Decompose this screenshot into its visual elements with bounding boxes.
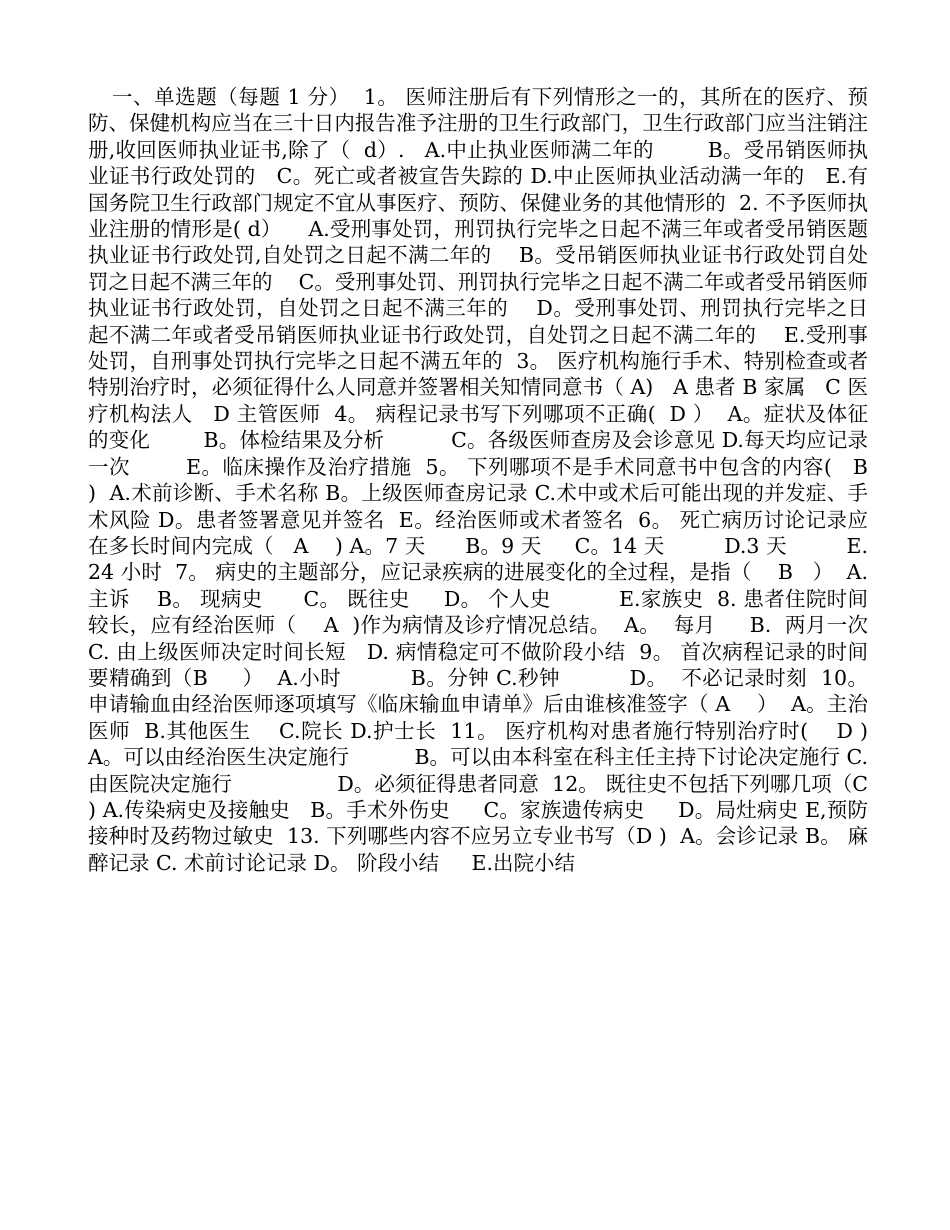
document-page: [88, 84, 895, 876]
question-text-body: 一、单选题（每题 1 分） 1。 医师注册后有下列情形之一的，其所在的医疗、预防、保健机构应当在三十日内报告准予注册的卫生行政部门，卫生行政部门应当注销注册,收回医师执业证书,除了（ d）. A.中止执业医师满二年的 B。受吊销医师执业证书行政处罚的 C。死亡或者被宣告失踪的 D.中止医师执业活动满一年的 E.有国务院卫生行政部门规定不宜从事医疗、预防、保健业务的其他情形的 2. 不予医师执业注册的情形是( d） A.受刑事处罚，刑罚执行完毕之日起不满三年或者受吊销医题执业证书行政处罚,自处罚之日起不满二年的 B。受吊销医师执业证书行政处罚自处罚之日起不满三年的 C。受刑事处罚、刑罚执行完毕之日起不满二年或者受吊销医师执业证书行政处罚，自处罚之日起不满三年的 D。受刑事处罚、刑罚执行完毕之日起不满二年或者受吊销医师执业证书行政处罚，自处罚之日起不满二年的 E.受刑事处罚，自刑事处罚执行完毕之日起不满五年的 3。 医疗机构施行手术、特别检查或者特别治疗时，必须征得什么人同意并签署相关知情同意书（ A) A 患者 B 家属 C 医疗机构法人 D 主管医师 4。 病程记录书写下列哪项不正确( D ） A。症状及体征的变化 B。体检结果及分析 C。各级医师查房及会诊意见 D.每天均应记录一次 E。临床操作及治疗措施 5。 下列哪项不是手术同意书中包含的内容( B ) A.术前诊断、手术名称 B。上级医师查房记录 C.术中或术后可能出现的并发症、手术风险 D。患者签署意见并签名 E。经治医师或术者签名 6。 死亡病历讨论记录应在多长时间内完成（ A ) A。7 天 B。9 天 C。14 天 D.3 天 E.24 小时 7。 病史的主题部分，应记录疾病的进展变化的全过程，是指（ B ） A. 主诉 B。 现病史 C。 既往史 D。 个人史 E.家族史 8. 患者住院时间较长，应有经治医师（ A )作为病情及诊疗情况总结。 A。 每月 B. 两月一次 C. 由上级医师决定时间长短 D. 病情稳定可不做阶段小结 9。 首次病程记录的时间要精确到（B ） A.小时 B。分钟 C.秒钟 D。 不必记录时刻 10。 申请输血由经治医师逐项填写《临床输血申请单》后由谁核准签字（ A ） A。主治医师 B.其他医生 C.院长 D.护士长 11。 医疗机构对患者施行特别治疗时( D ) A。可以由经治医生决定施行 B。可以由本科室在科主任主持下讨论决定施行 C.由医院决定施行 D。必须征得患者同意 12。 既往史不包括下列哪几项（C ) A.传染病史及接触史 B。手术外伤史 C。家族遗传病史 D。局灶病史 E,预防接种时及药物过敏史 13. 下列哪些内容不应另立专业书写（D ) A。会诊记录 B。 麻醉记录 C. 术前讨论记录 D。 阶段小结 E.出院小结: [88, 85, 895, 875]
